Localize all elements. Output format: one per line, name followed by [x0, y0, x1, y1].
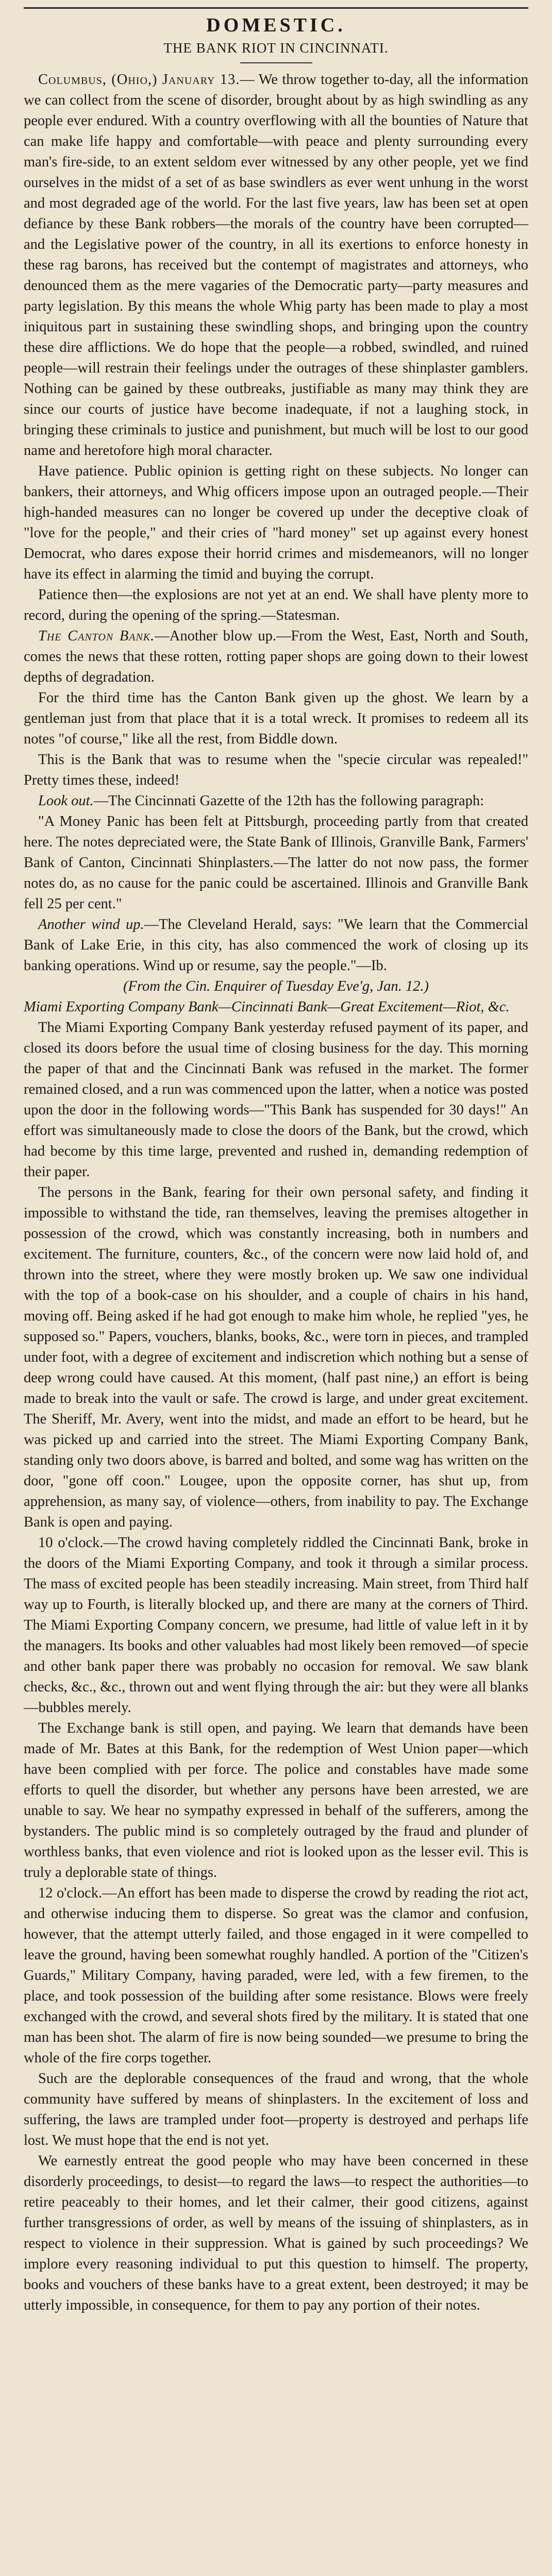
paragraph-1 [24, 70, 528, 461]
headline-divider [240, 62, 312, 63]
paragraph-text: 10 o'clock.—The crowd having completely riddled the Cincinnati Bank, broke in the doors of the Miami Exporting Company, and took it through a similar process. The mass of excited people has been steadily increasing. Main street, from Third half way up to Fourth, is literally blocked up, and there are many at the corners of Third. The Miami Exporting Company concern, we presume, had little of value left in it by the managers. Its books and other valuables had most likely been removed—of specie and other bank paper there was probably no occasion for removal. We saw blank checks, &c., &c., thrown out and went flying through the air: but they were all blanks—bubbles merely. [24, 1535, 529, 1716]
paragraph-14 [24, 1533, 528, 1718]
paragraph-text: Miami Exporting Company Bank—Cincinnati Bank—Great Excitement—Riot, &c. [24, 999, 510, 1015]
paragraph-7 [24, 791, 528, 811]
paragraph-2 [24, 461, 528, 585]
paragraph-source-note [24, 976, 528, 997]
paragraph-text: For the third time has the Canton Bank given up the ghost. We learn by a gentleman just from that place that it is a total wreck. It promises to redeem all its notes "of course," like all the rest, from Biddle down. [24, 690, 528, 747]
paragraph-8 [24, 811, 528, 914]
paragraph-text: —The Cincinnati Gazette of the 12th has the following paragraph: [93, 793, 484, 809]
paragraph-lead: Another wind up. [38, 917, 144, 933]
paragraph-text: —Another blow up.—From the West, East, North and South, comes the news that these rotten, rotting paper shops are going down to their lowest depths of degradation. [24, 628, 528, 685]
paragraph-18 [24, 2151, 528, 2316]
article-headline: THE BANK RIOT IN CINCINNATI. [163, 40, 389, 56]
paragraph-text: This is the Bank that was to resume when the "specie circular was repealed!" Pretty times these, indeed! [24, 752, 528, 788]
paragraph-text: We earnestly entreat the good people who may have been concerned in these disorderly proceedings, to desist—to regard the laws—to respect the authorities—to retire peaceably to their homes, and let their calmer, their good citizens, against further transgressions of order, as well by means of the issuing of shinplasters, as in respect to violence in their suppression. What is gained by such proceedings? We implore every reasoning individual to put this question to himself. The property, books and vouchers of these banks have to a great extent, been destroyed; it may be utterly impossible, in consequence, for them to pay any portion of their notes. [24, 2153, 528, 2313]
paragraph-text: —The Cleveland Herald, says: "We learn that the Commercial Bank of Lake Erie, in this city, has also commenced the work of closing up its banking operations. Wind up or resume, say the people."—Ib. [24, 917, 528, 974]
paragraph-text: The persons in the Bank, fearing for their own personal safety, and finding it impossible to withstand the tide, ran themselves, leaving the premises altogether in possession of the crowd, which was constantly increasing, both in numbers and excitement. The furniture, counters, &c., of the concern were now laid hold of, and thrown into the street, where they were mostly broken up. We saw one individual with the top of a book-case on his shoulder, and a couple of chairs in his hand, moving off. Being asked if he had got enough to make him whole, he replied "yes, he supposed so." Papers, vouchers, blanks, books, &c., were torn in pieces, and trampled under foot, with a degree of excitement and indiscretion which nothing but a sense of deep wrong could have caused. At this moment, (half past nine,) an effort is being made to break into the vault or safe. The crowd is large, and under great excitement. The Sheriff, Mr. Avery, went into the midst, and made an effort to be heard, but he was picked up and carried into the street. The Miami Exporting Company Bank, standing only two doors above, is barred and bolted, and some wag has written on the door, "gone off coon." Lougee, upon the opposite corner, has shut up, from apprehension, as many say, of violence—others, from inability to pay. The Exchange Bank is open and paying. [24, 1184, 528, 1530]
paragraph-3 [24, 585, 528, 626]
paragraph-text: The Exchange bank is still open, and paying. We learn that demands have been made of Mr. Bates at this Bank, for the redemption of West Union paper—which have been complied with per force. The police and constables have made some efforts to quell the disorder, but whether any persons have been arrested, we are unable to say. We hear no sympathy expressed in behalf of the sufferers, among the bystanders. The public mind is so completely outraged by the fraud and plunder of worthless banks, that even violence and riot is looked upon as the lesser evil. This is truly a deplorable state of things. [24, 1720, 528, 1880]
paragraph-lead: The Canton Bank. [38, 628, 155, 644]
paragraph-13 [24, 1182, 528, 1533]
paragraph-text: (From the Cin. Enquirer of Tuesday Eve'g, Jan. 12.) [123, 978, 429, 994]
paragraph-text: "A Money Panic has been felt at Pittsburgh, proceeding partly from that created here. The notes depreciated were, the State Bank of Illinois, Granville Bank, Farmers' Bank of Canton, Cincinnati Shinplasters.—The latter do not now pass, the former notes do, as no cause for the panic could be ascertained. Illinois and Granville Bank fell 25 per cent." [24, 814, 528, 912]
paragraph-15 [24, 1718, 528, 1883]
paragraph-text: — We throw together to-day, all the information we can collect from the scene of disorder, brought about by as high swindling as any people ever endured. With a country overflowing with all the bounties of Nature that can make life happy and comfortable—with peace and plenty surrounding every man's fire-side, to an extent seldom ever witnessed by any other people, yet we find ourselves in the midst of a set of as base swindlers as ever went unhung in the worst and most degraded age of the world. For the last five years, law has been set at open defiance by these Bank robbers—the morals of the country have been corrupted—and the Legislative power of the country, in all its exertions to enforce honesty in these rag barons, has received but the contempt of magistrates and attorneys, who denounced them as the mere vagaries of the Democratic party—party measures and party legislation. By this means the whole Whig party has been made to play a most iniquitous part in sustaining these swindling shops, and bringing upon the country these dire afflictions. We do hope that the people—a robbed, swindled, and ruined people—will restrain their feelings under the outrages of these shinplaster gamblers. Nothing can be gained by these outbreaks, justifiable as many may think they are since our courts of justice have become inadequate, if not a laughing stock, in bringing these criminals to justice and punishment, but much will be lost to our good name and heretofore high moral character. [24, 72, 528, 459]
paragraph-text: 12 o'clock.—An effort has been made to disperse the crowd by reading the riot act, and otherwise inducing them to disperse. So great was the clamor and confusion, however, that the attempt utterly failed, and those engaged in it were compelled to leave the ground, having been somewhat roughly handled. A portion of the "Citizen's Guards," Military Company, having paraded, were led, with a few firemen, to the place, and took possession of the building after some resistance. Blows were freely exchanged with the crowd, and several shots fired by the military. It is stated that one man has been shot. The alarm of fire is now being sounded—we presume to bring the whole of the fire corps together. [24, 1885, 528, 2066]
paragraph-text: Have patience. Public opinion is getting right on these subjects. No longer can bankers, their attorneys, and Whig officers impose upon an outraged people.—Their high-handed measures can no longer be covered up under the deceptive cloak of "love for the people," and their cries of "hard money" set up against every honest Democrat, who dares expose their horrid crimes and misdemeanors, will no longer have its effect in alarming the timid and buying the corrupt. [24, 463, 528, 582]
paragraph-lead: Look out. [38, 793, 94, 809]
article-body [24, 70, 528, 2316]
paragraph-5 [24, 688, 528, 750]
paragraph-9 [24, 914, 528, 976]
paragraph-text: Patience then—the explosions are not yet at an end. We shall have plenty more to record, during the opening of the spring.—Statesman. [24, 587, 528, 623]
paragraph-lead: Columbus, (Ohio,) January 13. [38, 72, 240, 88]
top-rule [24, 7, 528, 9]
paragraph-subhead [24, 997, 528, 1018]
section-title: DOMESTIC. [206, 14, 346, 36]
paragraph-text: Such are the deplorable consequences of the fraud and wrong, that the whole community have suffered by means of shinplasters. In the excitement of loss and suffering, the laws are trampled under foot—property is destroyed and perhaps life lost. We must hope that the end is not yet. [24, 2071, 528, 2148]
paragraph-6 [24, 750, 528, 791]
paragraph-text: The Miami Exporting Company Bank yesterday refused payment of its paper, and closed its doors before the usual time of closing business for the day. This morning the paper of that and the Cincinnati Bank was refused in the market. The former remained closed, and a run was commenced upon the latter, when a notice was posted upon the door in the following words—"This Bank has suspended for 30 days!" An effort was simultaneously made to close the doors of the Bank, but the crowd, which had become by this time large, prevented and rushed in, demanding redemption of their paper. [24, 1020, 528, 1180]
paragraph-17 [24, 2069, 528, 2151]
paragraph-16 [24, 1883, 528, 2069]
paragraph-4 [24, 626, 528, 688]
paragraph-12 [24, 1018, 528, 1182]
